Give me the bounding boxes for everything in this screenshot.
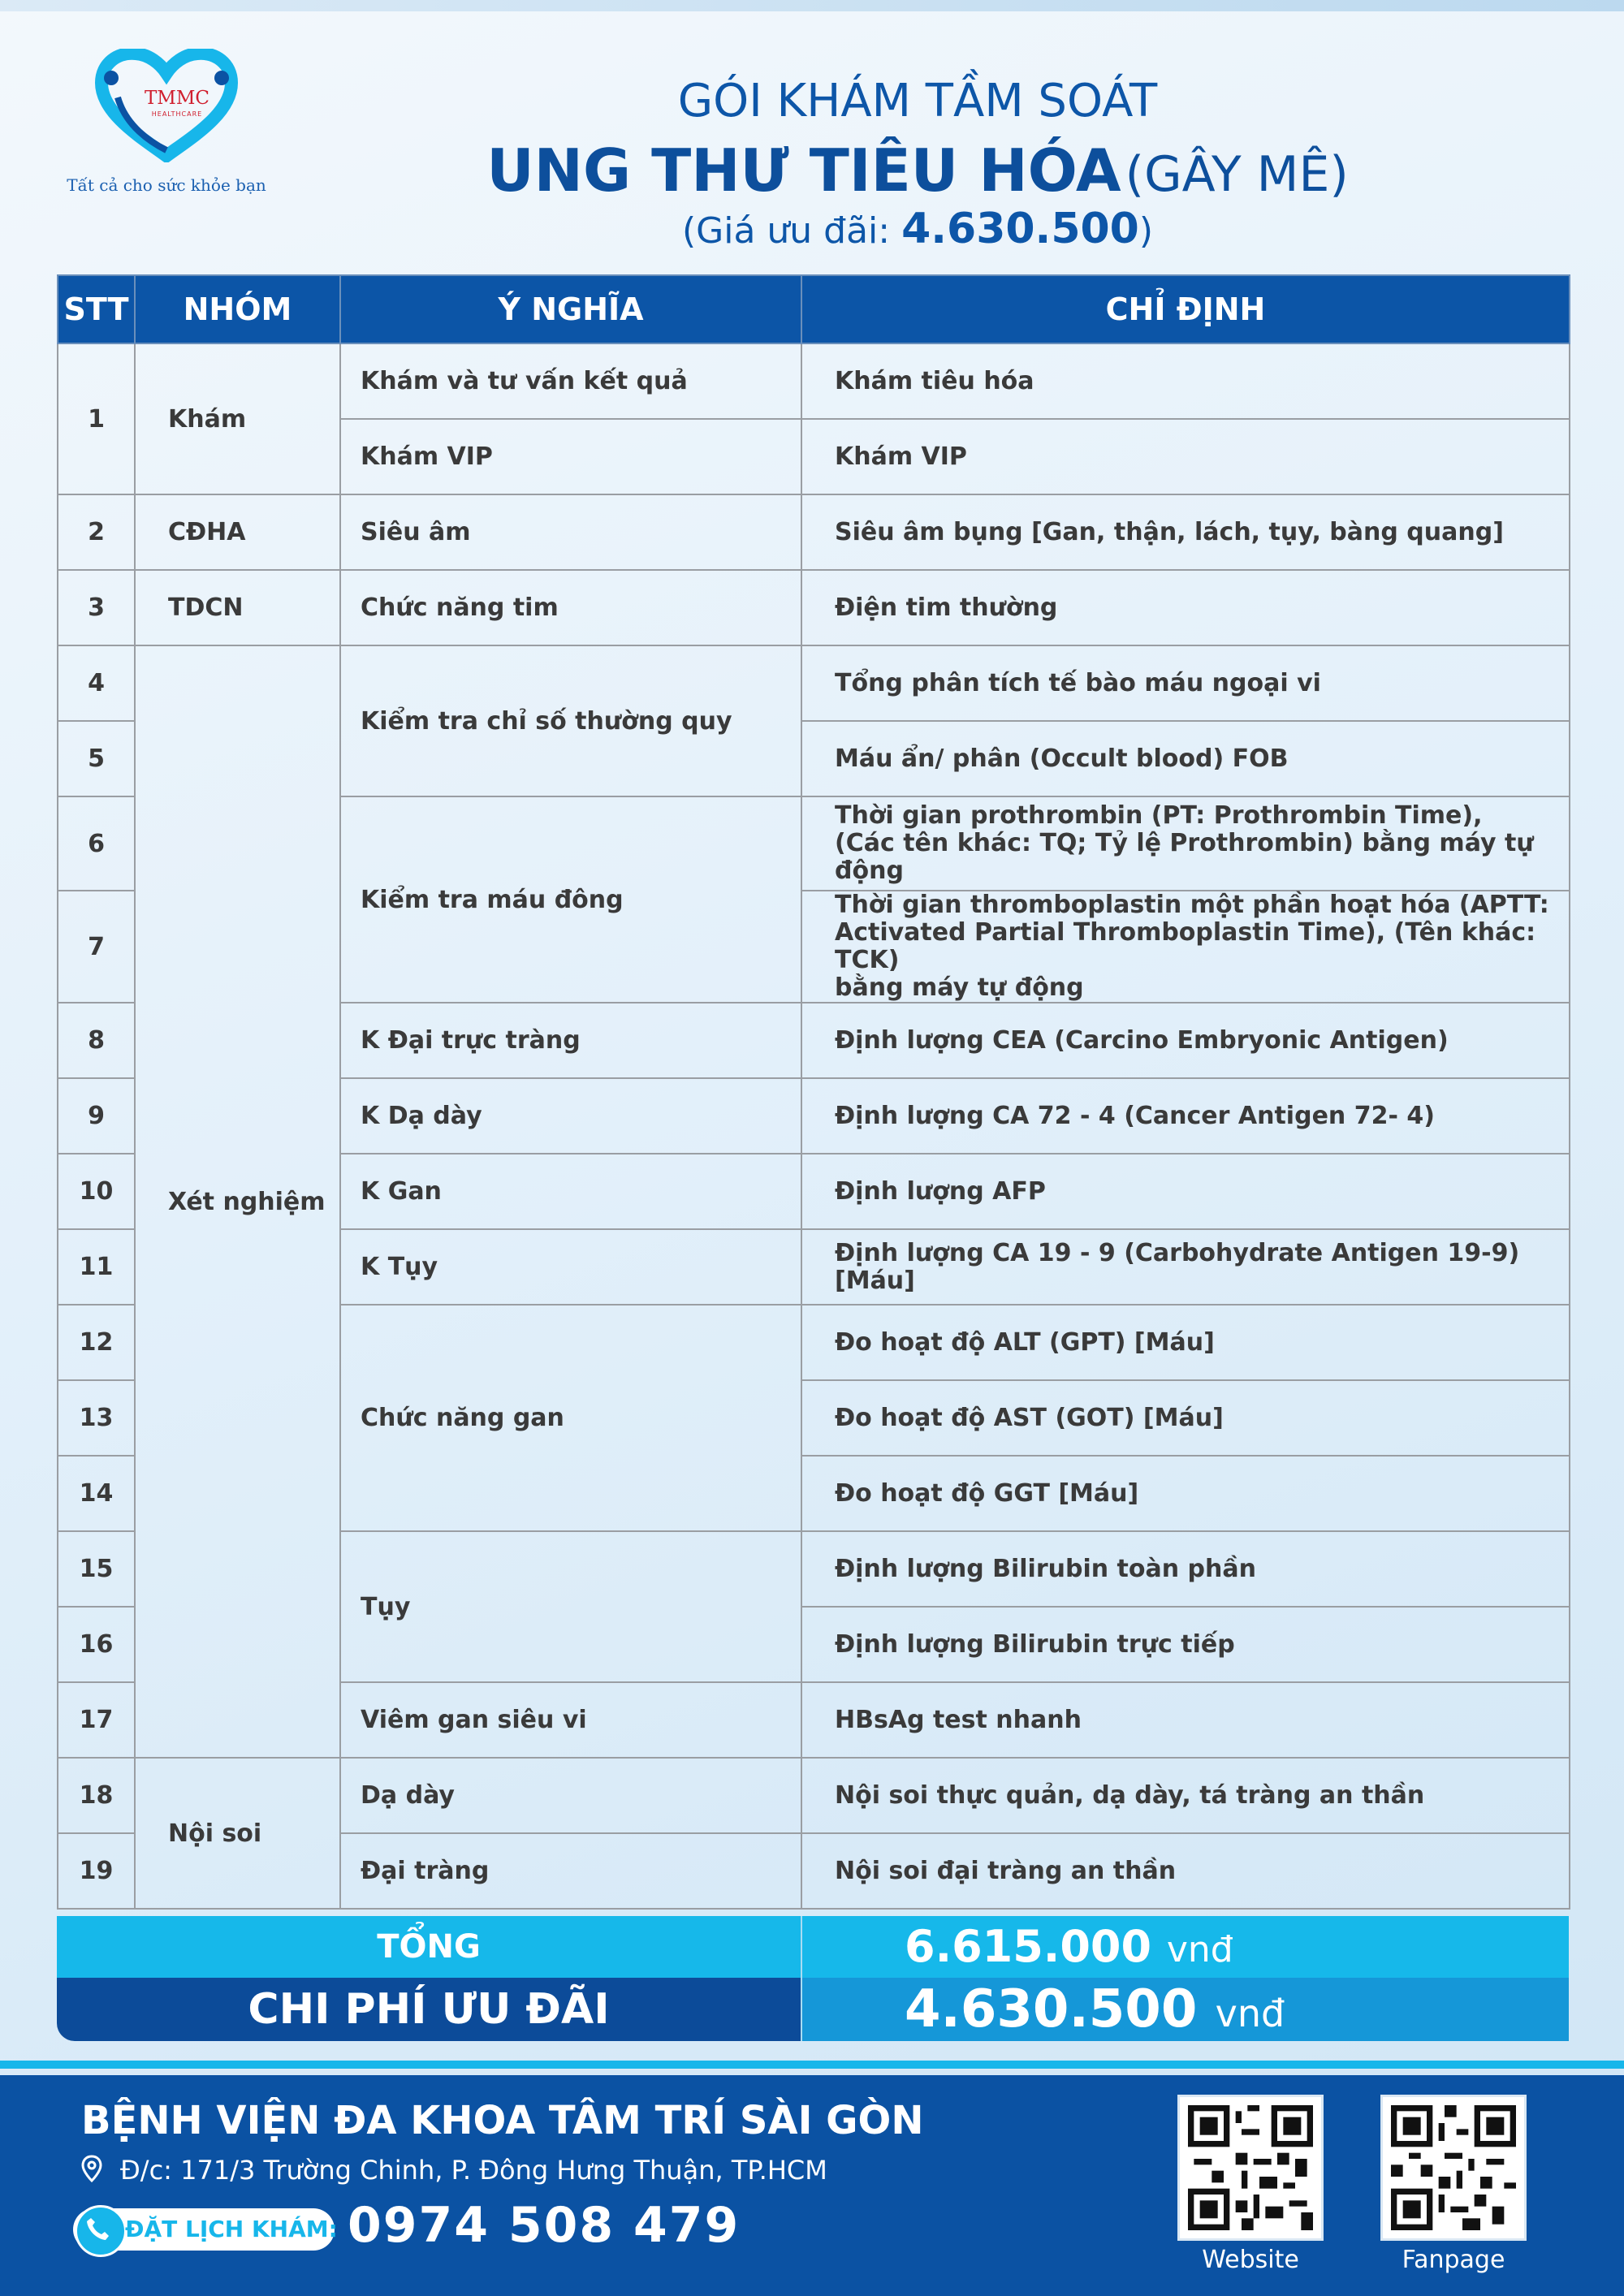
stt-cell: 2: [58, 494, 135, 570]
stt-cell: 3: [58, 570, 135, 645]
header-meaning: Ý NGHĨA: [340, 275, 801, 343]
table-row: [58, 645, 1570, 721]
meaning-cell: Kiểm tra chỉ số thường quy: [340, 645, 801, 796]
title-line-1: GÓI KHÁM TẦM SOÁT: [677, 75, 1158, 127]
indication-line: Điện tim thường: [835, 593, 1058, 622]
stt-cell: 11: [58, 1229, 135, 1305]
indication-cell: [801, 494, 1570, 570]
qr-code-icon: [1391, 2105, 1516, 2230]
address: [81, 2155, 827, 2189]
indication-line: Activated Partial Thromboplastin Time), (Tên khác: TCK): [835, 918, 1536, 974]
indication-cell: [801, 1833, 1570, 1909]
indication-line: (Các tên khác: TQ; Tỷ lệ Prothrombin) bằng máy tự động: [835, 829, 1534, 885]
meaning-cell: K Gan: [340, 1154, 801, 1229]
meaning-cell: Kiểm tra máu đông: [340, 796, 801, 1003]
group-cell: Khám: [135, 343, 340, 494]
indication-line: Định lượng Bilirubin trực tiếp: [835, 1629, 1235, 1659]
indication-line: bằng máy tự động: [835, 973, 1084, 1002]
indication-line: Định lượng AFP: [835, 1176, 1046, 1206]
qr-code-icon: [1188, 2105, 1313, 2230]
group-cell: Xét nghiệm: [135, 645, 340, 1758]
footer-stripe: [0, 2061, 1624, 2069]
booking-label: ĐẶT LỊCH KHÁM:: [125, 2216, 338, 2242]
indication-line: Đo hoạt độ ALT (GPT) [Máu]: [835, 1327, 1215, 1357]
meaning-cell: K Tụy: [340, 1229, 801, 1305]
fanpage-qr-code[interactable]: [1380, 2095, 1527, 2241]
indication-cell: [801, 1758, 1570, 1833]
stt-cell: 15: [58, 1531, 135, 1607]
stt-cell: 17: [58, 1682, 135, 1758]
meaning-cell: Đại tràng: [340, 1833, 801, 1909]
meaning-cell: Khám và tư vấn kết quả: [340, 343, 801, 419]
phone-icon: [75, 2205, 127, 2257]
discount-value: [801, 1978, 1569, 2041]
indication-cell: [801, 1078, 1570, 1154]
indication-line: Khám tiêu hóa: [835, 366, 1034, 395]
phone-number[interactable]: 0974 508 479: [348, 2197, 741, 2254]
logo-subtitle: HEALTHCARE: [151, 110, 203, 118]
stt-cell: 4: [58, 645, 135, 721]
fanpage-caption: Fanpage: [1402, 2246, 1505, 2274]
indication-line: Định lượng CA 72 - 4 (Cancer Antigen 72- 4): [835, 1101, 1435, 1130]
stt-cell: 12: [58, 1305, 135, 1380]
stt-cell: 16: [58, 1607, 135, 1682]
indication-line: Định lượng CA 19 - 9 (Carbohydrate Antigen 19-9) [Máu]: [835, 1238, 1520, 1295]
indication-cell: [801, 721, 1570, 796]
indication-cell: [801, 1456, 1570, 1531]
group-cell: TDCN: [135, 570, 340, 645]
stt-cell: 7: [58, 891, 135, 1003]
stt-cell: 13: [58, 1380, 135, 1456]
meaning-cell: K Đại trực tràng: [340, 1003, 801, 1078]
stt-cell: 6: [58, 796, 135, 891]
header-group: NHÓM: [135, 275, 340, 343]
indication-cell: [801, 1607, 1570, 1682]
total-amount: 6.615.000: [905, 1921, 1152, 1972]
logo-tagline: Tất cả cho sức khỏe bạn: [67, 175, 266, 195]
table-row: [58, 1758, 1570, 1833]
total-label: TỔNG: [377, 1928, 481, 1966]
indication-cell: [801, 419, 1570, 494]
indication-line: Máu ẩn/ phân (Occult blood) FOB: [835, 744, 1289, 773]
price-suffix: ): [1138, 210, 1154, 252]
meaning-cell: Khám VIP: [340, 419, 801, 494]
indication-line: Nội soi thực quản, dạ dày, tá tràng an thần: [835, 1780, 1425, 1810]
promo-price: 4.630.500: [901, 205, 1139, 253]
meaning-cell: K Dạ dày: [340, 1078, 801, 1154]
indication-cell: [801, 343, 1570, 419]
table-row: [58, 570, 1570, 645]
indication-cell: [801, 645, 1570, 721]
logo-brand: TMMC: [144, 88, 210, 109]
indication-cell: [801, 1229, 1570, 1305]
indication-line: Thời gian thromboplastin một phần hoạt hóa (APTT:: [835, 891, 1549, 919]
indication-line: Tổng phân tích tế bào máu ngoại vi: [835, 668, 1321, 697]
stt-cell: 19: [58, 1833, 135, 1909]
total-value: [801, 1916, 1233, 1978]
indication-cell: [801, 796, 1570, 891]
indication-line: Đo hoạt độ GGT [Máu]: [835, 1478, 1139, 1508]
meaning-cell: Tụy: [340, 1531, 801, 1682]
indication-cell: [801, 570, 1570, 645]
table-header-row: [58, 275, 1570, 343]
stt-cell: 5: [58, 721, 135, 796]
header-stt: STT: [58, 275, 135, 343]
indication-line: Nội soi đại tràng an thần: [835, 1856, 1177, 1885]
total-row: [57, 1916, 1569, 1978]
discount-currency: vnđ: [1215, 1992, 1285, 2035]
table-row: [58, 494, 1570, 570]
indication-cell: [801, 1682, 1570, 1758]
top-border: [0, 0, 1624, 11]
discount-amount: 4.630.500: [905, 1979, 1198, 2039]
indication-line: Khám VIP: [835, 442, 967, 471]
indication-line: Định lượng Bilirubin toàn phần: [835, 1554, 1256, 1583]
stt-cell: 10: [58, 1154, 135, 1229]
indication-cell: [801, 1380, 1570, 1456]
total-currency: vnđ: [1166, 1929, 1233, 1970]
table-row: [58, 343, 1570, 419]
website-caption: Website: [1202, 2246, 1299, 2274]
title-main: UNG THƯ TIÊU HÓA: [486, 136, 1121, 205]
discount-row: [57, 1978, 1569, 2041]
header-indication: CHỈ ĐỊNH: [801, 275, 1570, 343]
stt-cell: 14: [58, 1456, 135, 1531]
indication-cell: [801, 1003, 1570, 1078]
group-cell: Nội soi: [135, 1758, 340, 1909]
indication-cell: [801, 891, 1570, 1003]
indication-line: Thời gian prothrombin (PT: Prothrombin Time),: [835, 801, 1483, 830]
meaning-cell: Siêu âm: [340, 494, 801, 570]
meaning-cell: Dạ dày: [340, 1758, 801, 1833]
title-line-2: [0, 136, 1624, 205]
hospital-name: BỆNH VIỆN ĐA KHOA TÂM TRÍ SÀI GÒN: [81, 2098, 924, 2143]
indication-line: Siêu âm bụng [Gan, thận, lách, tụy, bàng quang]: [835, 517, 1504, 546]
indication-cell: [801, 1531, 1570, 1607]
group-cell: CĐHA: [135, 494, 340, 570]
title-sub: (GÂY MÊ): [1125, 146, 1349, 203]
location-pin-icon: [81, 2155, 102, 2189]
meaning-cell: Chức năng gan: [340, 1305, 801, 1531]
indication-cell: [801, 1305, 1570, 1380]
stt-cell: 1: [58, 343, 135, 494]
indication-line: HBsAg test nhanh: [835, 1705, 1082, 1734]
stt-cell: 9: [58, 1078, 135, 1154]
meaning-cell: Viêm gan siêu vi: [340, 1682, 801, 1758]
meaning-cell: Chức năng tim: [340, 570, 801, 645]
title-price-line: [0, 205, 1624, 253]
stt-cell: 8: [58, 1003, 135, 1078]
website-qr-code[interactable]: [1177, 2095, 1324, 2241]
package-table: [57, 274, 1569, 1910]
price-prefix: (Giá ưu đãi:: [681, 210, 902, 252]
indication-line: Định lượng CEA (Carcino Embryonic Antigen): [835, 1025, 1449, 1055]
discount-label: CHI PHÍ ƯU ĐÃI: [57, 1978, 801, 2041]
address-text: Đ/c: 171/3 Trường Chinh, P. Đông Hưng Thuận, TP.HCM: [120, 2155, 827, 2186]
indication-cell: [801, 1154, 1570, 1229]
indication-line: Đo hoạt độ AST (GOT) [Máu]: [835, 1403, 1224, 1432]
stt-cell: 18: [58, 1758, 135, 1833]
